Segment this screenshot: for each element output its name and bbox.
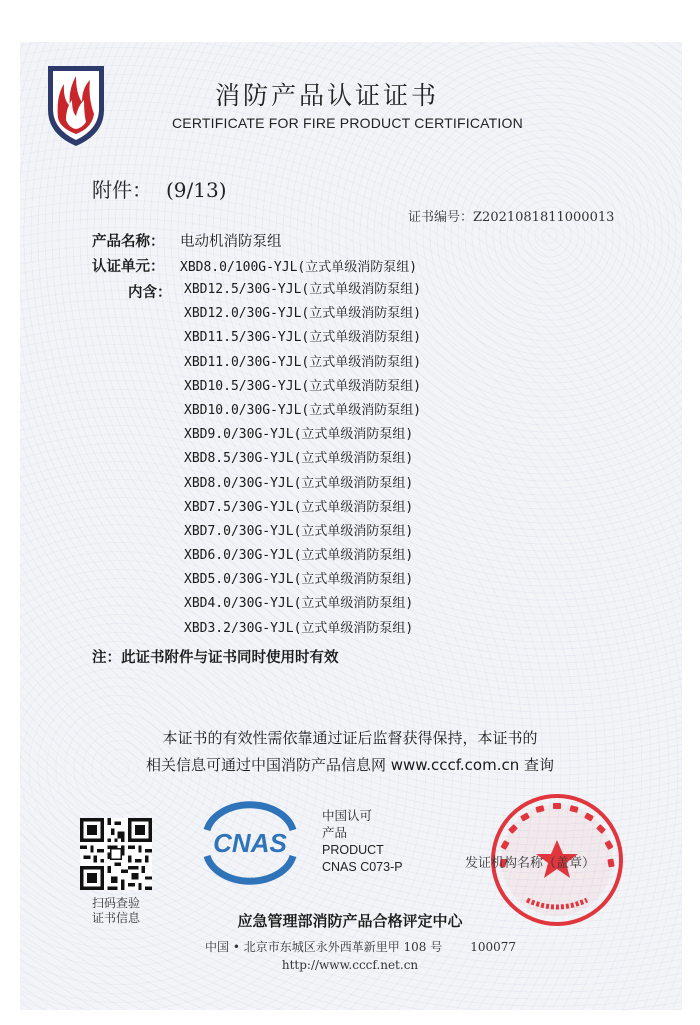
issuing-organization: 应急管理部消防产品合格评定中心 — [237, 912, 463, 930]
qr-caption-line2: 证书信息 — [91, 911, 140, 925]
cnas-line2: 产品 — [322, 826, 348, 840]
list-item: XBD5.0/30G-YJL(立式单级消防泵组) — [184, 572, 414, 588]
list-item: XBD7.5/30G-YJL(立式单级消防泵组) — [184, 499, 414, 515]
list-item: XBD8.0/30G-YJL(立式单级消防泵组) — [184, 475, 414, 491]
qr-caption-line1: 扫码查验 — [91, 896, 140, 910]
list-item: XBD12.0/30G-YJL(立式单级消防泵组) — [184, 306, 422, 322]
fire-emblem-icon — [42, 58, 110, 150]
contents-label: 内含： — [128, 285, 172, 301]
cnas-logo-text: CNAS — [213, 828, 287, 858]
cnas-line4: CNAS C073-P — [322, 860, 403, 874]
certificate-title-english: CERTIFICATE FOR FIRE PRODUCT CERTIFICATION — [172, 115, 523, 131]
cert-unit-row — [92, 255, 417, 276]
certificate-number-value: Z2021081811000013 — [473, 210, 615, 225]
product-name-label: 产品名称： — [92, 234, 165, 250]
product-name-row — [92, 230, 282, 251]
annex-value: (9/13) — [166, 178, 227, 202]
certificate-title: 消防产品认证证书 — [215, 81, 440, 110]
cnas-logo — [195, 800, 305, 886]
annex-number — [92, 174, 227, 203]
cnas-line1: 中国认可 — [322, 809, 373, 823]
validity-statement-line1: 本证书的有效性需依靠通过证后监督获得保持，本证书的 — [162, 729, 538, 747]
postcode: 100077 — [470, 940, 517, 954]
list-item: XBD9.0/30G-YJL(立式单级消防泵组) — [184, 427, 414, 443]
list-item: XBD7.0/30G-YJL(立式单级消防泵组) — [184, 523, 414, 539]
address-line — [205, 938, 516, 955]
cnas-line3: PRODUCT — [322, 843, 384, 857]
cert-unit-label: 认证单元： — [92, 259, 165, 275]
list-item: XBD3.2/30G-YJL(立式单级消防泵组) — [184, 620, 414, 636]
certificate-number-label: 证书编号： — [408, 210, 474, 225]
annex-label: 附件： — [92, 178, 152, 202]
list-item: XBD10.0/30G-YJL(立式单级消防泵组) — [184, 402, 422, 418]
website-link[interactable]: http://www.cccf.net.cn — [281, 958, 419, 972]
certificate-number — [408, 206, 614, 225]
list-item: XBD11.0/30G-YJL(立式单级消防泵组) — [184, 354, 422, 370]
cnas-recognition — [322, 808, 403, 876]
qr-code[interactable] — [80, 818, 152, 890]
list-item: XBD4.0/30G-YJL(立式单级消防泵组) — [184, 596, 414, 612]
validity-statement-line2: 相关信息可通过中国消防产品信息网 www.cccf.com.cn 查询 — [146, 756, 554, 774]
list-item: XBD12.5/30G-YJL(立式单级消防泵组) — [184, 282, 422, 297]
address-text: 中国 • 北京市东城区永外西革新里甲 108 号 — [205, 940, 443, 954]
list-item: XBD10.5/30G-YJL(立式单级消防泵组) — [184, 378, 422, 394]
list-item: XBD11.5/30G-YJL(立式单级消防泵组) — [184, 330, 422, 346]
cert-unit-value: XBD8.0/100G-YJL(立式单级消防泵组) — [180, 260, 418, 275]
product-name-value: 电动机消防泵组 — [180, 234, 282, 250]
model-list — [184, 278, 421, 641]
list-item: XBD8.5/30G-YJL(立式单级消防泵组) — [184, 451, 414, 467]
issuer-label: 发证机构名称（盖章） — [465, 856, 596, 871]
annex-note: 注：此证书附件与证书同时使用时有效 — [92, 650, 339, 666]
list-item: XBD6.0/30G-YJL(立式单级消防泵组) — [184, 548, 414, 564]
